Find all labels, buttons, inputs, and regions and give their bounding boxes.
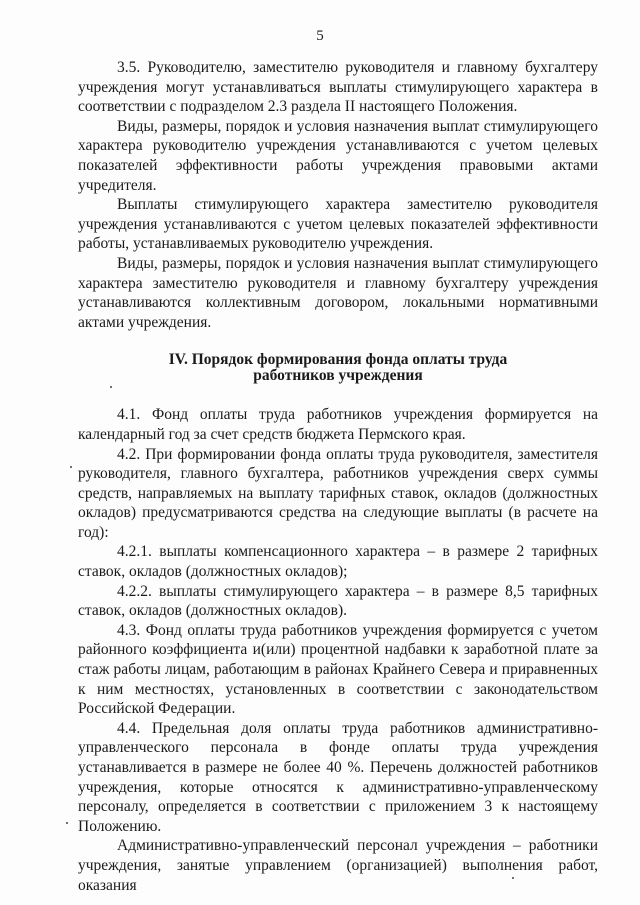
paragraph-deputy-bonus: Выплаты стимулирующего характера заместителю руководителя учреждения устанавливаются с учетом целевых показателей эффективности работы, устанавливаемых руководителю учреждения. (78, 196, 598, 253)
section-heading-line1: IV. Порядок формирования фонда оплаты труда (168, 351, 508, 369)
paragraph-3-5: 3.5. Руководителю, заместителю руководителя и главному бухгалтеру учреждения могут устанавливаться выплаты стимулирующего характера в соответствии с подразделом 2.3 раздела II настоящего Положения. (78, 59, 598, 116)
paragraph-4-1: 4.1. Фонд оплаты труда работников учреждения формируется на календарный год за счет средств бюджета Пермского края. (78, 406, 598, 443)
paragraph-4-4: 4.4. Предельная доля оплаты труда работников административно-управленческого персонала в фонде оплаты труда учреждения устанавливается в размере не более 40 %. Перечень должностей работников учреждения, которые относятся к административно-управленческому персоналу, определяется в соответствии с приложением 3 к настоящему Положению. (78, 719, 598, 835)
paragraph-4-2-2: 4.2.2. выплаты стимулирующего характера – в размере 8,5 тарифных ставок, окладов (должностных окладов). (78, 582, 598, 620)
scan-speck (512, 877, 514, 879)
document-body (78, 58, 598, 895)
paragraph-admin-staff: Административно-управленческий персонал учреждения – работники учреждения, занятые управлением (организацией) выполнения работ, оказания (78, 837, 598, 894)
paragraph-4-2-1: 4.2.1. выплаты компенсационного характера – в размере 2 тарифных ставок, окладов (должностных окладов); (78, 543, 598, 581)
scan-speck (70, 466, 72, 468)
paragraph-director-bonus: Виды, размеры, порядок и условия назначения выплат стимулирующего характера руководителю учреждения устанавливаются с учетом целевых показателей эффективности работы учреждения правовыми актами учредителя. (78, 117, 598, 194)
scan-speck (110, 386, 112, 388)
section-heading-line2: работников учреждения (253, 366, 423, 384)
paragraph-4-3: 4.3. Фонд оплаты труда работников учреждения формируется с учетом районного коэффициента и(или) процентной надбавки к заработной плате за стаж работы лицам, работающим в районах Крайнего Севера и приравненных к ним местностях, установленных в соответствии с законодательством Российской Федерации. (78, 621, 598, 718)
page-number: 5 (316, 28, 324, 44)
paragraph-bonus-terms: Виды, размеры, порядок и условия назначения выплат стимулирующего характера заместителю руководителя и главному бухгалтеру учреждения устанавливаются коллективным договором, локальными нормативными актами учреждения. (78, 254, 598, 331)
scan-speck (66, 822, 68, 824)
paragraph-4-2: 4.2. При формировании фонда оплаты труда руководителя, заместителя руководителя, главного бухгалтера, работников учреждения сверх суммы средств, направляемых на выплату тарифных ставок, окладов (должностных окладов) предусматриваются средства на следующие выплаты (в расчете на год): (78, 445, 598, 541)
section-heading (78, 352, 598, 383)
